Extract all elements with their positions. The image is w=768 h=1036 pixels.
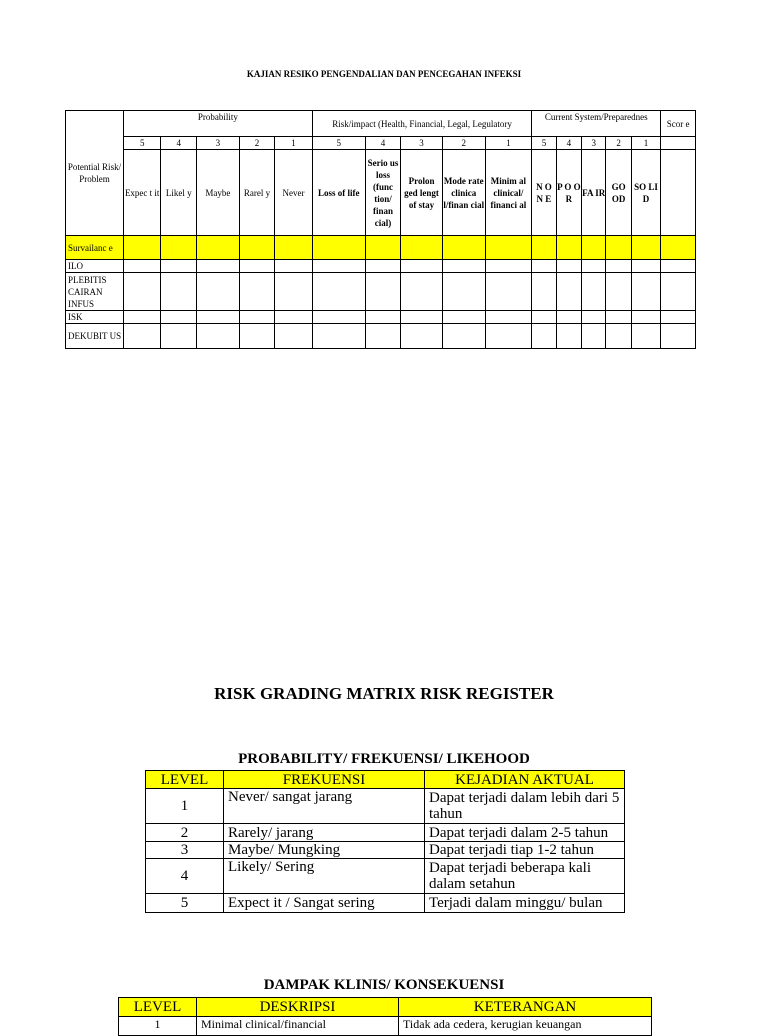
- impact-label: Prolon ged lengt of stay: [401, 150, 443, 236]
- score-header: Scor e: [661, 111, 696, 137]
- row-label: PLEBITIS CAIRAN INFUS: [66, 273, 124, 311]
- system-header: Current System/Preparednes: [532, 111, 661, 137]
- table-row: [146, 824, 625, 842]
- prob-num: 1: [275, 137, 313, 150]
- system-num: 4: [556, 137, 581, 150]
- risk-assessment-table: [65, 110, 696, 349]
- system-num: 5: [532, 137, 556, 150]
- matrix-title: RISK GRADING MATRIX RISK REGISTER: [214, 684, 554, 703]
- kejadian-cell: Dapat terjadi dalam 2-5 tahun: [425, 824, 625, 842]
- row-label: ISK: [66, 311, 124, 324]
- level-cell: 1: [146, 789, 224, 824]
- dampak-title: DAMPAK KLINIS/ KONSEKUENSI: [263, 977, 505, 993]
- table-row: [119, 1017, 652, 1036]
- row-label: DEKUBIT US: [66, 324, 124, 349]
- prob-num: 4: [161, 137, 197, 150]
- system-num: 3: [582, 137, 606, 150]
- prob-num: 3: [197, 137, 240, 150]
- probability-title: PROBABILITY/ FREKUENSI/ LIKEHOOD: [238, 751, 530, 767]
- prob-label: Never: [275, 150, 313, 236]
- frekuensi-cell: Maybe/ Mungking: [224, 842, 425, 859]
- impact-num: 4: [365, 137, 401, 150]
- impact-header: Risk/impact (Health, Financial, Legal, Legulatory: [312, 111, 531, 137]
- table-row: [146, 789, 625, 824]
- system-num: 1: [631, 137, 661, 150]
- impact-label: Loss of life: [312, 150, 365, 236]
- score-cell: [661, 137, 696, 150]
- level-cell: 4: [146, 859, 224, 894]
- system-num: 2: [606, 137, 631, 150]
- level-header: LEVEL: [146, 771, 224, 789]
- probability-table: [145, 770, 625, 913]
- impact-num: 2: [442, 137, 485, 150]
- deskripsi-cell: Minimal clinical/financial: [197, 1017, 399, 1036]
- system-label: GO OD: [606, 150, 631, 236]
- frekuensi-cell: Never/ sangat jarang: [224, 789, 425, 824]
- impact-num: 3: [401, 137, 443, 150]
- prob-label: Maybe: [197, 150, 240, 236]
- table-row: [66, 311, 696, 324]
- impact-num: 1: [485, 137, 532, 150]
- score-cell: [661, 150, 696, 236]
- prob-label: Expec t it: [123, 150, 161, 236]
- dampak-table: [118, 997, 652, 1036]
- frekuensi-cell: Likely/ Sering: [224, 859, 425, 894]
- level-cell: 5: [146, 894, 224, 913]
- prob-label: Rarel y: [239, 150, 275, 236]
- impact-num: 5: [312, 137, 365, 150]
- table-row: [146, 842, 625, 859]
- row-label: ILO: [66, 260, 124, 273]
- system-label: SO LI D: [631, 150, 661, 236]
- frekuensi-header: FREKUENSI: [224, 771, 425, 789]
- document-title: KAJIAN RESIKO PENGENDALIAN DAN PENCEGAHAN INFEKSI: [246, 69, 522, 79]
- kejadian-header: KEJADIAN AKTUAL: [425, 771, 625, 789]
- table-row: [146, 859, 625, 894]
- frekuensi-cell: Rarely/ jarang: [224, 824, 425, 842]
- row-label: Survailanc e: [66, 236, 124, 260]
- level-cell: 1: [119, 1017, 197, 1036]
- kejadian-cell: Terjadi dalam minggu/ bulan: [425, 894, 625, 913]
- keterangan-header: KETERANGAN: [399, 998, 652, 1017]
- system-label: N O N E: [532, 150, 556, 236]
- table-row: [66, 324, 696, 349]
- impact-label: Serio us loss (func tion/ finan cial): [365, 150, 401, 236]
- table-row: [66, 260, 696, 273]
- system-label: FA IR: [582, 150, 606, 236]
- table-row: [66, 273, 696, 311]
- prob-num: 2: [239, 137, 275, 150]
- potential-risk-header: Potential Risk/ Problem: [66, 111, 124, 236]
- table-row: [66, 236, 696, 260]
- kejadian-cell: Dapat terjadi beberapa kali dalam setahun: [425, 859, 625, 894]
- deskripsi-header: DESKRIPSI: [197, 998, 399, 1017]
- system-label: P O O R: [556, 150, 581, 236]
- frekuensi-cell: Expect it / Sangat sering: [224, 894, 425, 913]
- level-cell: 3: [146, 842, 224, 859]
- kejadian-cell: Dapat terjadi dalam lebih dari 5 tahun: [425, 789, 625, 824]
- level-header: LEVEL: [119, 998, 197, 1017]
- probability-header: Probability: [123, 111, 312, 137]
- impact-label: Mode rate clinica l/finan cial: [442, 150, 485, 236]
- table-row: [146, 894, 625, 913]
- kejadian-cell: Dapat terjadi tiap 1-2 tahun: [425, 842, 625, 859]
- impact-label: Minim al clinical/ financi al: [485, 150, 532, 236]
- level-cell: 2: [146, 824, 224, 842]
- prob-num: 5: [123, 137, 161, 150]
- prob-label: Likel y: [161, 150, 197, 236]
- keterangan-cell: Tidak ada cedera, kerugian keuangan: [399, 1017, 652, 1036]
